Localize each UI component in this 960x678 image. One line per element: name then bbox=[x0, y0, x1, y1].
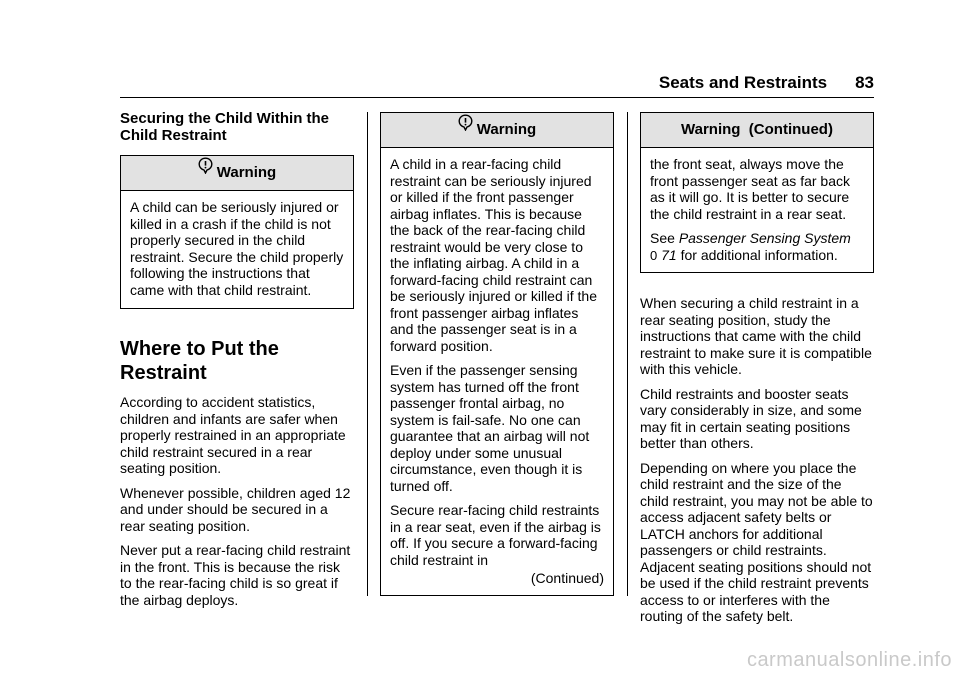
warning-title: Warning bbox=[476, 121, 537, 138]
warning-text: A child can be seriously injured or killed in a crash if the child is not properly secured in the child restraint. Secure the child properly following the instructions that came with that child restraint. bbox=[130, 199, 344, 298]
section-subheading bbox=[120, 110, 354, 144]
warning-box bbox=[640, 112, 874, 273]
warning-title: Warning (Continued) bbox=[681, 121, 833, 138]
warning-box bbox=[120, 155, 354, 309]
body-paragraph: Whenever possible, children aged 12 and under should be secured in a rear seating position. bbox=[120, 484, 351, 534]
page-ref-arrow-icon: 0 bbox=[650, 247, 658, 263]
warning-title: Warning bbox=[216, 164, 277, 181]
warning-header bbox=[381, 113, 613, 148]
heading-line: Restraint bbox=[120, 362, 207, 384]
section-title: Seats and Restraints bbox=[658, 73, 828, 92]
body-paragraph: When securing a child restraint in a rear seating position, study the instructions that came with the child restraint to make sure it is compatible with this vehicle. bbox=[640, 295, 872, 377]
see-page[interactable]: 71 bbox=[661, 246, 677, 263]
warning-body bbox=[121, 191, 353, 308]
see-suffix: for additional information. bbox=[676, 246, 838, 263]
subheading-line: Child Restraint bbox=[120, 127, 227, 144]
column-3 bbox=[640, 112, 874, 633]
warning-body bbox=[641, 148, 873, 272]
warning-header bbox=[641, 113, 873, 148]
warning-header bbox=[121, 156, 353, 191]
see-reference bbox=[650, 230, 864, 264]
heading-line: Where to Put the bbox=[120, 338, 279, 360]
body-paragraph: Depending on where you place the child restraint and the size of the child restraint, you may not be able to access adjacent safety belts or LATCH anchors for additional passengers or child restraints. Adjacent seating positions should not be used if the child restraint prevents access to or interferes with the routing of the safety belt. bbox=[640, 459, 873, 624]
body-paragraph: Child restraints and booster seats vary considerably in size, and some may fit in certain seating positions better than others. bbox=[640, 385, 862, 451]
watermark: carmanualsonline.info bbox=[746, 649, 952, 671]
body-paragraph: Never put a rear-facing child restraint in the front. This is because the risk to the rear-facing child is so great if the airbag deploys. bbox=[120, 542, 351, 608]
continued-label: (Continued) bbox=[530, 570, 604, 586]
warning-icon bbox=[198, 153, 213, 187]
warning-text: the front seat, always move the front passenger seat as far back as it will go. It is better to secure the child restraint in a rear seat. bbox=[650, 156, 850, 222]
warning-text: A child in a rear-facing child restraint can be seriously injured or killed if the front passenger airbag inflates. This is because the back of the rear-facing child restraint would be very close to the inflating airbag. A child in a forward-facing child restraint can be seriously injured or killed if the front passenger airbag inflates and the passenger seat is in a forward position. bbox=[390, 156, 597, 354]
warning-body bbox=[381, 148, 613, 595]
section-heading bbox=[120, 337, 354, 385]
subheading-line: Securing the Child Within the bbox=[120, 110, 330, 127]
column-divider bbox=[367, 112, 368, 596]
warning-icon bbox=[458, 110, 473, 144]
column-divider bbox=[627, 112, 628, 596]
column-2 bbox=[380, 112, 614, 596]
page-header bbox=[120, 72, 874, 94]
warning-box bbox=[380, 112, 614, 596]
body-paragraph: According to accident statistics, children and infants are safer when properly restrained in an appropriate child restraint secured in a rear seating position. bbox=[120, 394, 346, 476]
see-link[interactable]: Passenger Sensing System bbox=[678, 230, 851, 246]
see-prefix: See bbox=[650, 230, 679, 246]
header-rule bbox=[120, 97, 874, 98]
page-number: 83 bbox=[855, 73, 874, 92]
warning-text: Secure rear-facing child restraints in a rear seat, even if the airbag is off. If you secure a forward-facing child restraint in bbox=[390, 502, 601, 568]
warning-text: Even if the passenger sensing system has turned off the front passenger frontal airbag, no system is fail-safe. No one can guarantee that an airbag will not deploy under some unusual circumstance, even though it is turned off. bbox=[390, 362, 590, 494]
column-1 bbox=[120, 110, 354, 616]
